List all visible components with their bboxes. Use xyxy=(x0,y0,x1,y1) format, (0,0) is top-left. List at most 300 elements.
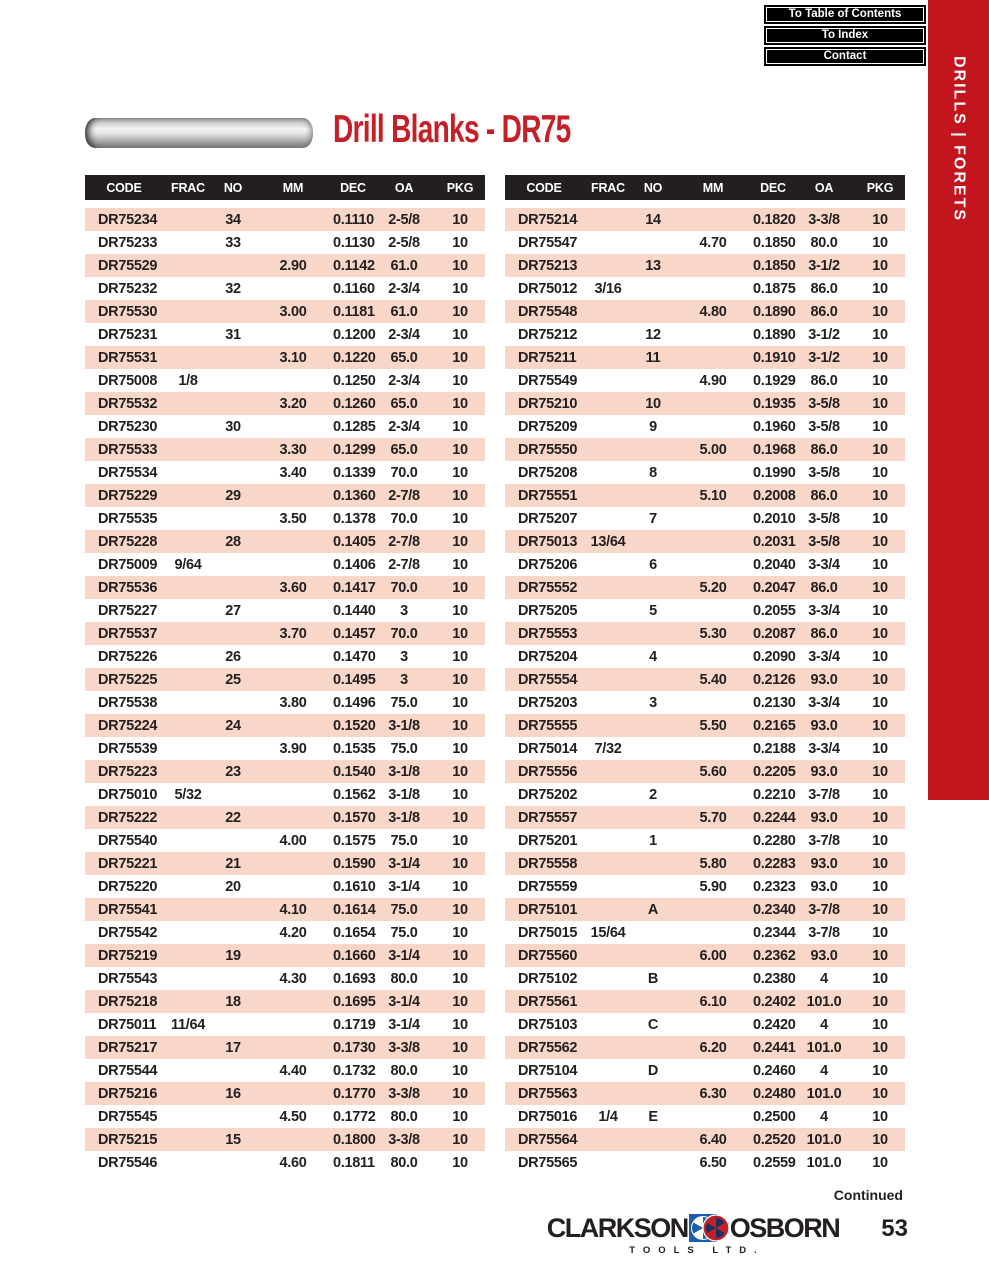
cell-oa: 4 xyxy=(820,1108,828,1125)
cell-dec: 0.2031 xyxy=(753,533,796,550)
cell-oa: 80.0 xyxy=(390,970,418,987)
cell-oa: 3-5/8 xyxy=(808,464,840,481)
cell-pkg: 10 xyxy=(452,947,468,964)
cell-no: 11 xyxy=(645,349,661,366)
cell-dec: 0.1130 xyxy=(333,234,375,251)
table-row xyxy=(85,691,485,714)
cell-oa: 3-3/8 xyxy=(388,1131,420,1148)
table-row xyxy=(505,415,905,438)
column-header-no: NO xyxy=(223,180,243,195)
cell-oa: 3-3/4 xyxy=(808,556,840,573)
cell-oa: 101.0 xyxy=(806,993,842,1010)
cell-pkg: 10 xyxy=(452,878,468,895)
table-row xyxy=(85,1151,485,1174)
cell-code: DR75555 xyxy=(518,717,578,734)
cell-no: 26 xyxy=(225,648,241,665)
cell-dec: 0.2520 xyxy=(753,1131,796,1148)
cell-pkg: 10 xyxy=(872,1154,888,1171)
cell-oa: 3-5/8 xyxy=(808,395,840,412)
cell-pkg: 10 xyxy=(452,257,468,274)
cell-code: DR75529 xyxy=(98,257,158,274)
cell-dec: 0.1654 xyxy=(333,924,376,941)
cell-code: DR75221 xyxy=(98,855,158,872)
cell-pkg: 10 xyxy=(452,1131,468,1148)
cell-code: DR75220 xyxy=(98,878,158,895)
cell-pkg: 10 xyxy=(872,464,888,481)
cell-no: D xyxy=(647,1062,659,1079)
cell-pkg: 10 xyxy=(452,418,468,435)
cell-pkg: 10 xyxy=(872,993,888,1010)
cell-code: DR75230 xyxy=(98,418,158,435)
table-row xyxy=(85,415,485,438)
cell-mm: 5.50 xyxy=(699,717,727,734)
table-row xyxy=(505,1105,905,1128)
cell-oa: 70.0 xyxy=(390,625,418,642)
cell-code: DR75218 xyxy=(98,993,158,1010)
cell-oa: 86.0 xyxy=(810,441,838,458)
cell-dec: 0.2130 xyxy=(753,694,796,711)
cell-code: DR75232 xyxy=(98,280,158,297)
table-row xyxy=(505,691,905,714)
cell-dec: 0.1496 xyxy=(333,694,376,711)
cell-dec: 0.2188 xyxy=(753,740,796,757)
cell-pkg: 10 xyxy=(452,372,468,389)
cell-oa: 3-1/4 xyxy=(388,855,420,872)
cell-dec: 0.2420 xyxy=(753,1016,796,1033)
cell-frac: 15/64 xyxy=(590,924,626,941)
cell-mm: 6.40 xyxy=(699,1131,727,1148)
cell-dec: 0.1875 xyxy=(753,280,796,297)
cell-pkg: 10 xyxy=(452,901,468,918)
cell-pkg: 10 xyxy=(452,326,468,343)
cell-oa: 3-1/2 xyxy=(808,326,840,343)
table-row xyxy=(505,369,905,392)
cell-code: DR75535 xyxy=(98,510,158,527)
cell-pkg: 10 xyxy=(452,924,468,941)
cell-mm: 6.00 xyxy=(699,947,727,964)
cell-no: 22 xyxy=(225,809,241,826)
cell-no: 21 xyxy=(225,855,241,872)
cell-dec: 0.2205 xyxy=(753,763,796,780)
cell-code: DR75544 xyxy=(98,1062,158,1079)
cell-code: DR75228 xyxy=(98,533,158,550)
cell-mm: 3.20 xyxy=(279,395,307,412)
cell-oa: 86.0 xyxy=(810,280,838,297)
cell-oa: 3-1/8 xyxy=(388,809,420,826)
table-row xyxy=(505,760,905,783)
table-row xyxy=(85,254,485,277)
column-header-no: NO xyxy=(643,180,663,195)
cell-dec: 0.1929 xyxy=(753,372,796,389)
cell-no: 4 xyxy=(649,648,657,665)
cell-mm: 5.10 xyxy=(699,487,727,504)
cell-code: DR75204 xyxy=(518,648,578,665)
cell-mm: 3.90 xyxy=(279,740,307,757)
cell-pkg: 10 xyxy=(872,694,888,711)
nav-button-to-table-of-contents[interactable]: To Table of Contents xyxy=(764,5,926,24)
cell-code: DR75537 xyxy=(98,625,158,642)
table-row xyxy=(505,254,905,277)
cell-pkg: 10 xyxy=(452,1108,468,1125)
cell-oa: 86.0 xyxy=(810,487,838,504)
cell-code: DR75540 xyxy=(98,832,158,849)
table-header xyxy=(85,175,485,200)
cell-oa: 86.0 xyxy=(810,303,838,320)
page-title: Drill Blanks - DR75 xyxy=(333,108,571,151)
cell-dec: 0.1181 xyxy=(333,303,375,320)
cell-code: DR75557 xyxy=(518,809,578,826)
cell-mm: 4.00 xyxy=(279,832,307,849)
nav-buttons xyxy=(764,5,926,66)
cell-dec: 0.2244 xyxy=(753,809,796,826)
cell-dec: 0.1250 xyxy=(333,372,376,389)
cell-pkg: 10 xyxy=(872,832,888,849)
cell-code: DR75560 xyxy=(518,947,578,964)
column-header-mm: MM xyxy=(282,180,304,195)
cell-code: DR75553 xyxy=(518,625,578,642)
column-header-code: CODE xyxy=(106,180,142,195)
cell-code: DR75223 xyxy=(98,763,158,780)
cell-pkg: 10 xyxy=(452,533,468,550)
cell-dec: 0.1695 xyxy=(333,993,376,1010)
cell-oa: 2-7/8 xyxy=(388,556,420,573)
nav-button-contact[interactable]: Contact xyxy=(764,47,926,66)
table-row xyxy=(85,967,485,990)
cell-dec: 0.2362 xyxy=(753,947,796,964)
table-row xyxy=(85,875,485,898)
cell-code: DR75549 xyxy=(518,372,578,389)
cell-dec: 0.1142 xyxy=(333,257,375,274)
table-row xyxy=(85,530,485,553)
cell-oa: 3-3/4 xyxy=(808,648,840,665)
table-row xyxy=(505,599,905,622)
cell-pkg: 10 xyxy=(452,993,468,1010)
cell-mm: 4.40 xyxy=(279,1062,307,1079)
cell-dec: 0.1772 xyxy=(333,1108,376,1125)
cell-mm: 5.30 xyxy=(699,625,727,642)
table-row xyxy=(505,530,905,553)
cell-mm: 5.20 xyxy=(699,579,727,596)
cell-oa: 86.0 xyxy=(810,579,838,596)
table-row xyxy=(85,783,485,806)
table-body xyxy=(505,208,905,1174)
table-row xyxy=(85,369,485,392)
cell-oa: 3-3/4 xyxy=(808,740,840,757)
cell-code: DR75208 xyxy=(518,464,578,481)
column-header-oa: OA xyxy=(394,180,414,195)
table-row xyxy=(85,231,485,254)
cell-dec: 0.1562 xyxy=(333,786,376,803)
cell-code: DR75548 xyxy=(518,303,578,320)
cell-dec: 0.2380 xyxy=(753,970,796,987)
cell-code: DR75219 xyxy=(98,947,158,964)
cell-code: DR75206 xyxy=(518,556,578,573)
cell-frac: 9/64 xyxy=(174,556,202,573)
cell-oa: 3-7/8 xyxy=(808,924,840,941)
cell-oa: 2-7/8 xyxy=(388,487,420,504)
cell-pkg: 10 xyxy=(872,625,888,642)
cell-mm: 3.40 xyxy=(279,464,307,481)
table-row xyxy=(85,944,485,967)
cell-pkg: 10 xyxy=(452,1039,468,1056)
cell-code: DR75103 xyxy=(518,1016,578,1033)
cell-pkg: 10 xyxy=(872,602,888,619)
cell-code: DR75546 xyxy=(98,1154,158,1171)
cell-code: DR75015 xyxy=(518,924,578,941)
cell-no: 13 xyxy=(645,257,661,274)
cell-no: 16 xyxy=(225,1085,241,1102)
cell-no: 33 xyxy=(225,234,241,251)
cell-oa: 80.0 xyxy=(390,1062,418,1079)
cell-dec: 0.2087 xyxy=(753,625,796,642)
cell-dec: 0.1520 xyxy=(333,717,376,734)
cell-mm: 5.70 xyxy=(699,809,727,826)
cell-dec: 0.1910 xyxy=(753,349,796,366)
table-row xyxy=(505,622,905,645)
table-body xyxy=(85,208,485,1174)
cell-pkg: 10 xyxy=(452,395,468,412)
cell-no: 15 xyxy=(225,1131,241,1148)
cell-no: 3 xyxy=(649,694,657,711)
table-row xyxy=(85,829,485,852)
cell-mm: 5.60 xyxy=(699,763,727,780)
cell-mm: 6.30 xyxy=(699,1085,727,1102)
cell-oa: 3-1/8 xyxy=(388,763,420,780)
cell-pkg: 10 xyxy=(872,970,888,987)
cell-oa: 70.0 xyxy=(390,464,418,481)
table-row xyxy=(85,1082,485,1105)
column-header-mm: MM xyxy=(702,180,724,195)
table-row xyxy=(85,507,485,530)
cell-pkg: 10 xyxy=(452,280,468,297)
table-row xyxy=(85,300,485,323)
cell-code: DR75565 xyxy=(518,1154,578,1171)
cell-pkg: 10 xyxy=(872,579,888,596)
table-row xyxy=(505,1013,905,1036)
cell-pkg: 10 xyxy=(452,717,468,734)
table-row xyxy=(505,300,905,323)
cell-mm: 4.70 xyxy=(699,234,727,251)
cell-dec: 0.2340 xyxy=(753,901,796,918)
table-row xyxy=(85,576,485,599)
cell-pkg: 10 xyxy=(452,211,468,228)
cell-dec: 0.2441 xyxy=(753,1039,796,1056)
column-header-code: CODE xyxy=(526,180,562,195)
table-row xyxy=(505,277,905,300)
cell-pkg: 10 xyxy=(872,395,888,412)
cell-no: 5 xyxy=(649,602,657,619)
cell-pkg: 10 xyxy=(872,1016,888,1033)
cell-dec: 0.2460 xyxy=(753,1062,796,1079)
cell-mm: 6.50 xyxy=(699,1154,727,1171)
cell-frac: 5/32 xyxy=(174,786,202,803)
table-row xyxy=(505,921,905,944)
table-row xyxy=(505,1036,905,1059)
cell-pkg: 10 xyxy=(452,1085,468,1102)
cell-pkg: 10 xyxy=(452,786,468,803)
cell-code: DR75102 xyxy=(518,970,578,987)
table-row xyxy=(85,852,485,875)
cell-mm: 4.10 xyxy=(279,901,307,918)
cell-code: DR75552 xyxy=(518,579,578,596)
cell-oa: 3-1/8 xyxy=(388,786,420,803)
table-row xyxy=(505,806,905,829)
cell-dec: 0.1850 xyxy=(753,257,796,274)
table-row xyxy=(505,1151,905,1174)
cell-dec: 0.1160 xyxy=(333,280,375,297)
cell-oa: 3-5/8 xyxy=(808,533,840,550)
cell-pkg: 10 xyxy=(452,648,468,665)
table-row xyxy=(505,484,905,507)
nav-button-to-index[interactable]: To Index xyxy=(764,26,926,45)
cell-pkg: 10 xyxy=(872,878,888,895)
cell-code: DR75530 xyxy=(98,303,158,320)
table-row xyxy=(505,645,905,668)
cell-code: DR75224 xyxy=(98,717,158,734)
cell-dec: 0.1730 xyxy=(333,1039,376,1056)
cell-dec: 0.2165 xyxy=(753,717,796,734)
column-header-frac: FRAC xyxy=(171,180,205,195)
cell-pkg: 10 xyxy=(872,648,888,665)
cell-oa: 3-1/2 xyxy=(808,349,840,366)
cell-oa: 61.0 xyxy=(390,257,418,274)
table-row xyxy=(505,1059,905,1082)
cell-no: 7 xyxy=(649,510,657,527)
table-row xyxy=(505,438,905,461)
cell-code: DR75234 xyxy=(98,211,158,228)
cell-oa: 3-1/4 xyxy=(388,947,420,964)
cell-code: DR75014 xyxy=(518,740,578,757)
cell-code: DR75556 xyxy=(518,763,578,780)
cell-oa: 101.0 xyxy=(806,1131,842,1148)
cell-code: DR75215 xyxy=(98,1131,158,1148)
cell-code: DR75554 xyxy=(518,671,578,688)
cell-no: 27 xyxy=(225,602,241,619)
cell-code: DR75008 xyxy=(98,372,158,389)
cell-oa: 3-3/8 xyxy=(808,211,840,228)
cell-code: DR75213 xyxy=(518,257,578,274)
cell-code: DR75205 xyxy=(518,602,578,619)
cell-frac: 13/64 xyxy=(590,533,626,550)
cell-pkg: 10 xyxy=(872,1108,888,1125)
table-row xyxy=(85,806,485,829)
table-row xyxy=(85,1105,485,1128)
cell-oa: 3 xyxy=(400,648,408,665)
continued-label: Continued xyxy=(833,1187,903,1203)
cell-code: DR75539 xyxy=(98,740,158,757)
cell-oa: 65.0 xyxy=(390,395,418,412)
cell-code: DR75559 xyxy=(518,878,578,895)
cell-frac: 1/8 xyxy=(178,372,198,389)
cell-pkg: 10 xyxy=(452,832,468,849)
table-row xyxy=(85,737,485,760)
cell-code: DR75561 xyxy=(518,993,578,1010)
cell-oa: 93.0 xyxy=(810,717,838,734)
cell-frac: 1/4 xyxy=(598,1108,618,1125)
cell-pkg: 10 xyxy=(872,947,888,964)
cell-no: 20 xyxy=(225,878,241,895)
cell-pkg: 10 xyxy=(872,418,888,435)
table-row xyxy=(85,277,485,300)
cell-code: DR75545 xyxy=(98,1108,158,1125)
page-number: 53 xyxy=(881,1215,908,1242)
cell-code: DR75233 xyxy=(98,234,158,251)
table-row xyxy=(85,921,485,944)
table-row xyxy=(85,1059,485,1082)
column-header-pkg: PKG xyxy=(446,180,474,195)
cell-dec: 0.2047 xyxy=(753,579,796,596)
table-row xyxy=(505,323,905,346)
table-row xyxy=(85,599,485,622)
cell-oa: 93.0 xyxy=(810,763,838,780)
cell-pkg: 10 xyxy=(452,855,468,872)
cell-dec: 0.2090 xyxy=(753,648,796,665)
cell-code: DR75202 xyxy=(518,786,578,803)
table-row xyxy=(85,760,485,783)
cell-oa: 3-1/2 xyxy=(808,257,840,274)
cell-no: C xyxy=(647,1016,659,1033)
table-row xyxy=(85,484,485,507)
cell-mm: 4.50 xyxy=(279,1108,307,1125)
table-row xyxy=(505,346,905,369)
cell-code: DR75227 xyxy=(98,602,158,619)
cell-no: 30 xyxy=(225,418,241,435)
section-tab xyxy=(928,0,989,800)
table-row xyxy=(85,1013,485,1036)
cell-code: DR75217 xyxy=(98,1039,158,1056)
cell-dec: 0.2055 xyxy=(753,602,796,619)
cell-oa: 86.0 xyxy=(810,372,838,389)
cell-code: DR75214 xyxy=(518,211,578,228)
cell-oa: 75.0 xyxy=(390,924,418,941)
cell-code: DR75011 xyxy=(98,1016,157,1033)
cell-no: 6 xyxy=(649,556,657,573)
cell-pkg: 10 xyxy=(452,970,468,987)
cell-mm: 3.80 xyxy=(279,694,307,711)
section-tab-label: DRILLS | FORETS xyxy=(950,56,968,223)
cell-oa: 93.0 xyxy=(810,809,838,826)
cell-dec: 0.2040 xyxy=(753,556,796,573)
cell-oa: 3-7/8 xyxy=(808,901,840,918)
cell-dec: 0.1299 xyxy=(333,441,376,458)
cell-dec: 0.1800 xyxy=(333,1131,376,1148)
cell-code: DR75543 xyxy=(98,970,158,987)
cell-mm: 4.90 xyxy=(699,372,727,389)
cell-oa: 4 xyxy=(820,1016,828,1033)
table-row xyxy=(505,875,905,898)
cell-pkg: 10 xyxy=(452,809,468,826)
cell-pkg: 10 xyxy=(452,1154,468,1171)
cell-pkg: 10 xyxy=(872,671,888,688)
cell-pkg: 10 xyxy=(872,1062,888,1079)
table-row xyxy=(505,576,905,599)
cell-frac: 3/16 xyxy=(594,280,622,297)
cell-oa: 75.0 xyxy=(390,694,418,711)
cell-dec: 0.1110 xyxy=(333,211,374,228)
brand-footer xyxy=(528,1211,858,1256)
cell-oa: 80.0 xyxy=(810,234,838,251)
cell-dec: 0.2280 xyxy=(753,832,796,849)
cell-dec: 0.1440 xyxy=(333,602,376,619)
cell-no: 9 xyxy=(649,418,657,435)
cell-dec: 0.2323 xyxy=(753,878,796,895)
cell-dec: 0.1406 xyxy=(333,556,376,573)
cell-no: 28 xyxy=(225,533,241,550)
cell-dec: 0.1614 xyxy=(333,901,376,918)
cell-dec: 0.1719 xyxy=(333,1016,376,1033)
cell-dec: 0.1378 xyxy=(333,510,376,527)
cell-code: DR75013 xyxy=(518,533,578,550)
